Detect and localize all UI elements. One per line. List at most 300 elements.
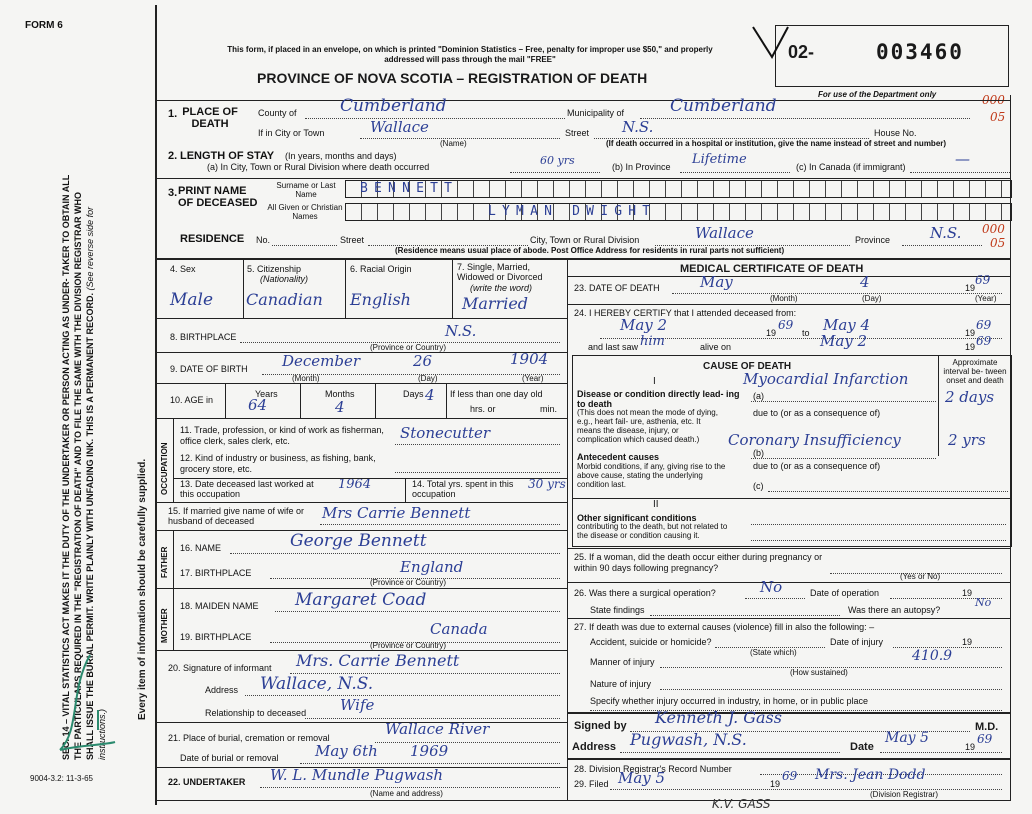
to-year-prefix: 19 <box>965 328 976 338</box>
age-div1 <box>225 383 226 418</box>
trade-label: 11. Trade, profession, or kind of work as fisherman, office clerk, sales clerk, etc. <box>180 425 384 446</box>
grid-cell <box>650 181 666 197</box>
grid-cell <box>698 204 714 220</box>
grid-cell <box>714 204 730 220</box>
statute-body: SEC. 14 – VITAL STATISTICS ACT MAKES IT THE DUTY OF THE UNDERTAKER OR PERSON ACTING AS UNDER- TAKER TO OBTAIN ALL THE PARTICULARS REQUIRED IN THE "REGISTRATION OF DEATH" AND TO FILE THE SAME WITH THE DIVISION REGISTRAR WHO SHALL ISSUE THE BURIAL PERMIT. WRITE PLAINLY WITH UNFADING INK. THIS IS A PERMANENT RECORD. <box>61 174 95 760</box>
dob-month-caption: (Month) <box>292 374 320 383</box>
stay-a-underline <box>510 172 600 173</box>
age-div2 <box>300 383 301 418</box>
age-days: 4 <box>425 386 435 404</box>
last-worked-value: 1964 <box>338 477 372 492</box>
interval-a: 2 days <box>945 388 995 406</box>
grid-cell <box>410 204 426 220</box>
mother-maiden-underline <box>275 611 560 612</box>
grid-cell <box>954 181 970 197</box>
form-label: FORM 6 <box>25 20 63 31</box>
age-years: 64 <box>248 396 268 414</box>
manner-label: Manner of injury <box>590 657 655 667</box>
marital-sub: (write the word) <box>470 283 533 293</box>
grid-cell <box>874 181 890 197</box>
father-name-label: 16. NAME <box>180 543 222 553</box>
footer-stamp: K.V. GASS <box>712 797 771 811</box>
wife-label: 15. If married give name of wife or husband of deceased <box>168 506 305 526</box>
days-label: Days <box>403 389 424 399</box>
dept-code1: 000 <box>982 93 1005 107</box>
dod-day-caption: (Day) <box>862 294 882 303</box>
residence-code2: 05 <box>990 236 1006 250</box>
cause-a: Myocardial Infarction <box>743 370 909 388</box>
dod-month: May <box>700 273 733 291</box>
surname-grid <box>345 180 1012 198</box>
injury-date-label: Date of injury <box>830 637 884 647</box>
citizenship-sub: (Nationality) <box>260 274 309 284</box>
filed-year-prefix: 19 <box>770 779 781 789</box>
grid-cell <box>858 204 874 220</box>
grid-cell <box>842 181 858 197</box>
burial-date: May 6th <box>315 742 378 760</box>
dob-day: 26 <box>413 352 433 370</box>
slash-mark <box>750 22 790 67</box>
cause-b-underline <box>751 458 936 459</box>
stay-c-underline <box>910 172 1010 173</box>
father-side-label: FATHER <box>160 546 169 578</box>
reg-prefix: 02- <box>788 42 815 62</box>
trade-value: Stonecutter <box>400 424 491 442</box>
residence-note: (Residence means usual place of abode. Post Office Address for residents in rural parts not sufficient) <box>395 246 785 255</box>
last-saw-label: and last saw <box>588 342 639 352</box>
nature-label: Nature of injury <box>590 679 652 689</box>
autopsy-value: No <box>975 596 992 609</box>
grid-cell <box>730 204 746 220</box>
undertaker-label: 22. UNDERTAKER <box>168 777 246 787</box>
place-of-death-label: PLACE OF DEATH <box>182 106 238 130</box>
other-underline-1 <box>751 524 1006 525</box>
house-label: House No. <box>874 128 917 138</box>
residence-province: N.S. <box>930 224 962 242</box>
grid-cell <box>458 181 474 197</box>
alive-on: May 2 <box>820 332 868 350</box>
certify-from: May 2 <box>620 316 668 334</box>
dob-year: 1904 <box>510 350 549 368</box>
total-yrs-label: 14. Total yrs. spent in this occupation <box>412 479 514 499</box>
grid-cell <box>714 181 730 197</box>
city-name-caption: (Name) <box>440 139 467 148</box>
due-b-label: due to (or as a consequence of) <box>753 461 881 471</box>
residence-code1: 000 <box>982 222 1005 236</box>
industry-underline <box>395 472 560 473</box>
sex-label: 4. Sex <box>170 264 196 274</box>
md-label: M.D. <box>975 721 999 733</box>
given-value: LYMAN DWIGHT <box>488 204 657 219</box>
other-underline-2 <box>751 540 1006 541</box>
accident-label: Accident, suicide or homicide? <box>590 637 712 647</box>
undertaker-caption: (Name and address) <box>370 789 443 798</box>
grid-cell <box>682 204 698 220</box>
grid-cell <box>634 181 650 197</box>
grid-cell <box>842 204 858 220</box>
doctor-date-underline <box>880 752 1002 753</box>
undertaker-underline <box>260 787 560 788</box>
surgical-value: No <box>760 578 783 596</box>
informant-relationship-label: Relationship to deceased <box>205 708 307 718</box>
grid-cell <box>506 181 522 197</box>
stay-label: LENGTH OF STAY <box>180 150 275 162</box>
years-label: Years <box>255 389 278 399</box>
mother-maiden-label: 18. MAIDEN NAME <box>180 601 259 611</box>
residence-province-label: Province <box>855 235 891 245</box>
dod-year-caption: (Year) <box>975 294 997 303</box>
county-label: County of <box>258 108 297 118</box>
how-sustained-caption: (How sustained) <box>790 668 848 677</box>
dod-day: 4 <box>860 273 870 291</box>
name-label-num: 3. <box>168 187 178 199</box>
doctor-date-year: 69 <box>977 732 993 746</box>
stay-a-value: 60 yrs <box>540 154 575 167</box>
grid-cell <box>394 204 410 220</box>
stay-b-underline <box>680 172 790 173</box>
grid-cell <box>810 181 826 197</box>
last-saw-him: him <box>640 334 665 349</box>
code-4109: 410.9 <box>912 648 953 664</box>
interval-label: Approximate interval be- tween onset and death <box>943 358 1007 385</box>
grid-cell <box>906 181 922 197</box>
marital-value: Married <box>462 294 529 313</box>
row26-line <box>567 582 1010 583</box>
instructions-note: (See reverse side for instructions.) <box>85 206 107 760</box>
age-months: 4 <box>335 398 345 416</box>
disease-note: (This does not mean the mode of dying, e.g., heart fail- ure, asthenia, etc. It means the disease, injury, or complication which caused death.) <box>577 408 718 444</box>
burial-date-label: Date of burial or removal <box>180 753 279 763</box>
grid-cell <box>682 181 698 197</box>
birthplace-caption: (Province or Country) <box>370 343 447 352</box>
residence-street-label: Street <box>340 235 365 245</box>
cause-of-death-box <box>572 355 1012 547</box>
grid-cell <box>474 181 490 197</box>
grid-cell <box>970 181 986 197</box>
informant-relationship-underline <box>305 718 560 719</box>
dod-underline <box>672 293 1002 294</box>
grid-cell <box>522 181 538 197</box>
doctor-address-underline <box>620 752 840 753</box>
father-birthplace-caption: (Province or Country) <box>370 578 447 587</box>
stay-c-label: (c) In Canada (if immigrant) <box>796 162 906 172</box>
residence-no-underline <box>272 245 337 246</box>
place-label-num: 1. <box>168 108 178 120</box>
burial-place-label: 21. Place of burial, cremation or removal <box>168 733 330 743</box>
woman-label: 25. If a woman, did the death occur either during pregnancy or within 90 days following pregnancy? <box>574 552 823 573</box>
industry-label: 12. Kind of industry or business, as fishing, bank, grocery store, etc. <box>180 453 376 474</box>
father-div <box>173 530 174 650</box>
specify-label: Specify whether injury occurred in industry, in home, or in public place <box>590 696 868 706</box>
grid-cell <box>938 181 954 197</box>
row24-line <box>567 304 1010 305</box>
alive-year: 69 <box>976 334 992 348</box>
autopsy-label: Was there an autopsy? <box>848 605 941 615</box>
row8-line <box>155 318 567 319</box>
municipality-underline <box>640 118 970 119</box>
age-div4 <box>446 383 447 418</box>
certify-label: 24. I HEREBY CERTIFY that I attended deceased from: <box>574 308 797 318</box>
occupation-div <box>173 418 174 502</box>
certify-from-year: 69 <box>778 318 794 332</box>
residence-city: Wallace <box>695 224 754 242</box>
min-label: min. <box>540 404 558 414</box>
informant-sig: Mrs. Carrie Bennett <box>296 651 460 670</box>
informant-address-label: Address <box>205 685 239 695</box>
grid-cell <box>970 204 986 220</box>
mother-birthplace: Canada <box>430 620 488 638</box>
father-birthplace-label: 17. BIRTHPLACE <box>180 568 252 578</box>
grid-cell <box>746 181 762 197</box>
alive-on-label: alive on <box>700 342 732 352</box>
surgical-underline <box>745 598 805 599</box>
county-value: Cumberland <box>340 96 447 116</box>
given-grid <box>345 203 1012 221</box>
grid-cell <box>954 204 970 220</box>
wife-value: Mrs Carrie Bennett <box>322 504 471 522</box>
surname-label: Surname or Last Name <box>276 181 336 199</box>
op-year-prefix: 19 <box>962 588 973 598</box>
doctor-address: Pugwash, N.S. <box>630 730 747 749</box>
burial-date-underline <box>300 763 560 764</box>
dept-use: For use of the Department only <box>818 90 937 99</box>
burial-place-underline <box>375 742 560 743</box>
dept-code2: 05 <box>990 110 1006 124</box>
filed-underline <box>610 789 1002 790</box>
racial-label: 6. Racial Origin <box>350 264 412 274</box>
dod-month-caption: (Month) <box>770 294 798 303</box>
residence-city-label: City, Town or Rural Division <box>530 235 640 245</box>
grid-cell <box>762 181 778 197</box>
specify-underline <box>590 710 1002 711</box>
filed-date: May 5 <box>618 769 666 787</box>
initials-mark <box>50 650 120 760</box>
certify-to-label: to <box>802 328 810 338</box>
wife-underline <box>320 524 560 525</box>
grid-cell <box>378 204 394 220</box>
col-div-5 <box>243 258 244 318</box>
print-code: 9004-3.2: 11-3-65 <box>30 774 94 783</box>
stay-c-value: — <box>955 150 970 168</box>
dob-day-caption: (Day) <box>418 374 438 383</box>
center-divider <box>567 258 568 800</box>
grid-cell <box>426 204 442 220</box>
envelope-notice: This form, if placed in an envelope, on which is printed "Dominion Statistics – Free, penalty for improper use $50," and properly addressed will pass through the mail "FREE" <box>227 45 713 64</box>
father-name: George Bennett <box>290 531 427 551</box>
doctor-date: May 5 <box>885 730 929 746</box>
external-label: 27. If death was due to external causes (violence) fill in also the following: – <box>574 622 875 632</box>
registrar-caption: (Division Registrar) <box>870 790 939 799</box>
street-value: N.S. <box>622 118 654 136</box>
grid-cell <box>458 204 474 220</box>
record-label: 28. Division Registrar's Record Number <box>574 764 732 774</box>
every-item-note: Every item of information should be carefully supplied. <box>137 458 148 720</box>
form-left-border <box>155 5 157 805</box>
city-value: Wallace <box>370 118 429 136</box>
row-signed-line <box>567 712 1010 714</box>
father-birthplace: England <box>400 558 464 576</box>
burial-place: Wallace River <box>385 720 490 738</box>
grid-cell <box>602 181 618 197</box>
grid-cell <box>826 204 842 220</box>
grid-cell <box>666 181 682 197</box>
nature-underline <box>660 689 1002 690</box>
antecedent-note: Morbid conditions, if any, giving rise to the above cause, stating the underlying condition last. <box>577 462 726 489</box>
informant-address-underline <box>245 695 560 696</box>
hrs-label: hrs. or <box>470 404 496 414</box>
residence-no-label: No. <box>256 235 271 245</box>
findings-underline <box>650 615 840 616</box>
mother-birthplace-caption: (Province or Country) <box>370 641 447 650</box>
grid-cell <box>554 181 570 197</box>
form-bottom-border <box>155 800 1011 801</box>
medical-title: MEDICAL CERTIFICATE OF DEATH <box>680 263 864 275</box>
antecedent-label: Antecedent causes <box>577 452 660 462</box>
row9-line <box>155 352 567 353</box>
grid-cell <box>906 204 922 220</box>
city-label: If in City or Town <box>258 128 325 138</box>
grid-cell <box>890 204 906 220</box>
signed-label: Signed by <box>574 720 627 732</box>
grid-cell <box>666 204 682 220</box>
municipality-value: Cumberland <box>670 96 777 116</box>
cause-a-underline <box>751 401 936 402</box>
grid-cell <box>746 204 762 220</box>
certify-to-year: 69 <box>976 318 992 332</box>
grid-cell <box>858 181 874 197</box>
mother-side-label: MOTHER <box>160 608 169 643</box>
grid-cell <box>890 181 906 197</box>
doctor-address-label: Address <box>572 741 617 753</box>
informant-sig-label: 20. Signature of informant <box>168 663 272 673</box>
form-title: PROVINCE OF NOVA SCOTIA – REGISTRATION OF DEATH <box>257 70 648 86</box>
grid-cell <box>778 181 794 197</box>
med-title-line <box>567 276 1010 277</box>
grid-cell <box>922 204 938 220</box>
grid-cell <box>538 181 554 197</box>
grid-cell <box>810 204 826 220</box>
filed-year: 69 <box>782 769 798 783</box>
grid-cell <box>442 204 458 220</box>
roman-two: II <box>653 499 659 510</box>
dob-label: 9. DATE OF BIRTH <box>170 364 248 374</box>
certify-to: May 4 <box>823 316 871 334</box>
occupation-split <box>405 478 406 502</box>
less-day-label: If less than one day old <box>450 389 543 399</box>
stay-label-num: 2. <box>168 150 178 162</box>
stay-b-value: Lifetime <box>692 152 747 167</box>
injury-year-prefix: 19 <box>962 637 973 647</box>
citizenship-value: Canadian <box>246 290 323 309</box>
sec1-top-line <box>155 100 1010 101</box>
disease-label: Disease or condition directly lead- ing to death <box>577 389 740 409</box>
dod-label: 23. DATE OF DEATH <box>574 283 660 293</box>
roman-one: I <box>653 376 656 387</box>
col-div-7 <box>452 258 453 318</box>
grid-cell <box>986 204 1002 220</box>
row21-line <box>155 722 567 723</box>
street-label: Street <box>565 128 590 138</box>
row28-line <box>567 758 1010 760</box>
residence-label: RESIDENCE <box>180 233 245 245</box>
informant-relationship: Wife <box>340 696 375 714</box>
grid-cell <box>346 204 362 220</box>
birthplace-value: N.S. <box>445 322 477 340</box>
other-label: Other significant conditions <box>577 513 697 523</box>
hospital-note: (If death occurred in a hospital or institution, give the name instead of street and number) <box>606 139 947 148</box>
undertaker-value: W. L. Mundle Pugwash <box>270 766 444 784</box>
row27-line <box>567 618 1010 619</box>
state-which-caption: (State which) <box>750 648 797 657</box>
doctor-date-label: Date <box>850 741 874 753</box>
grid-cell <box>938 204 954 220</box>
stay-label-sub: (In years, months and days) <box>285 151 397 161</box>
col-div-6 <box>345 258 346 318</box>
surgical-label: 26. Was there a surgical operation? <box>574 588 716 598</box>
age-div3 <box>375 383 376 418</box>
mother-maiden: Margaret Coad <box>295 590 427 610</box>
residence-province-underline <box>902 245 982 246</box>
grid-cell <box>874 204 890 220</box>
grid-cell <box>362 204 378 220</box>
due-a-label: due to (or as a consequence of) <box>753 408 881 418</box>
interval-b: 2 yrs <box>948 431 986 449</box>
grid-cell <box>586 181 602 197</box>
citizenship-label: 5. Citizenship <box>247 264 302 274</box>
stay-b-label: (b) In Province <box>612 162 671 172</box>
grid-cell <box>698 181 714 197</box>
op-date-label: Date of operation <box>810 588 880 598</box>
cause-title: CAUSE OF DEATH <box>703 361 792 372</box>
cause-a-label: (a) <box>753 391 764 401</box>
filed-label: 29. Filed <box>574 779 609 789</box>
row18-line <box>155 588 567 589</box>
row10-line <box>155 383 567 384</box>
father-name-underline <box>230 553 560 554</box>
sec3-top-line <box>155 178 1010 179</box>
grid-cell <box>794 204 810 220</box>
registrar-name: Mrs. Jean Dodd <box>815 767 926 783</box>
surname-value: BENNETT <box>360 181 459 196</box>
months-label: Months <box>325 389 355 399</box>
sec4-top-line <box>155 258 1010 260</box>
cause-divider <box>573 498 1011 499</box>
occupation-side-label: OCCUPATION <box>160 442 169 495</box>
row15-line <box>155 502 567 503</box>
cause-b-label: (b) <box>753 448 764 458</box>
cause-c-underline <box>768 491 1008 492</box>
reg-number-box <box>775 25 1009 87</box>
cause-c-label: (c) <box>753 481 764 491</box>
county-underline <box>305 118 565 119</box>
row25-line <box>567 548 1010 549</box>
informant-address: Wallace, N.S. <box>260 674 374 694</box>
total-yrs-value: 30 yrs <box>528 477 566 491</box>
sex-value: Male <box>170 290 214 310</box>
alive-year-prefix: 19 <box>965 342 976 352</box>
cause-b: Coronary Insufficiency <box>728 431 901 449</box>
row11-line <box>155 418 567 419</box>
from-year-prefix: 19 <box>766 328 777 338</box>
grid-cell <box>826 181 842 197</box>
yes-no-caption: (Yes or No) <box>900 572 941 581</box>
grid-cell <box>570 181 586 197</box>
stay-a-label: (a) In City, Town or Rural Division where death occurred <box>207 162 430 172</box>
other-note: contributing to the death, but not related to the disease or condition causing it. <box>577 522 728 540</box>
last-worked-label: 13. Date deceased last worked at this occupation <box>180 479 314 499</box>
trade-underline <box>395 444 560 445</box>
row13-line <box>173 478 567 479</box>
